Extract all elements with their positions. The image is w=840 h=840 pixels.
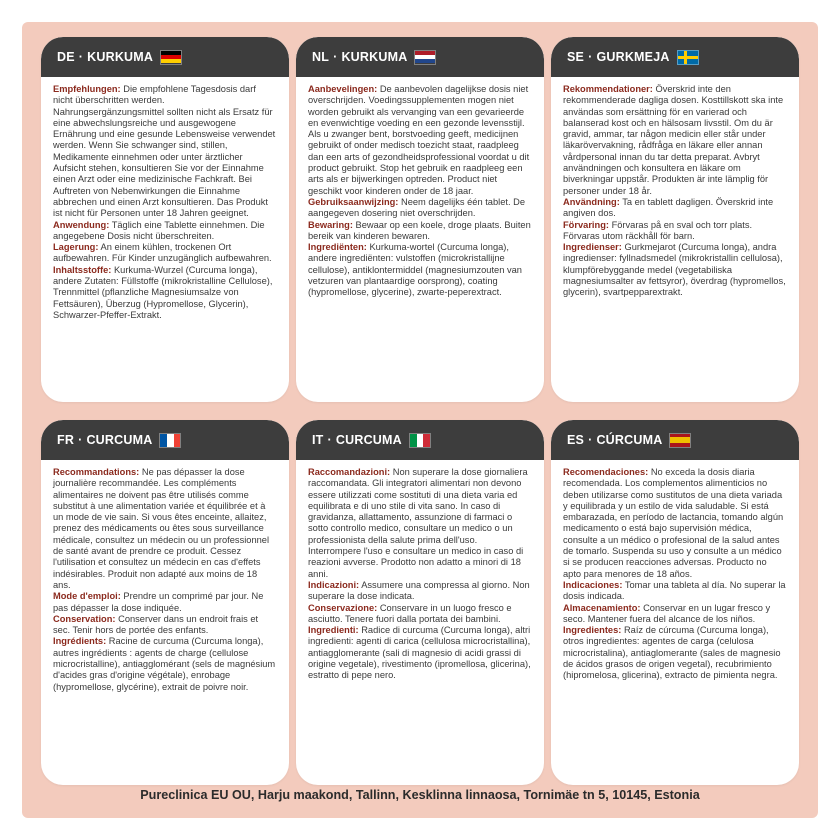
section-label: Ingredientes: — [563, 625, 622, 636]
section-label: Indicazioni: — [308, 579, 360, 590]
language-code: IT — [312, 433, 324, 447]
section-label: Mode d'emploi: — [53, 591, 121, 602]
section-text: An einem kühlen, trockenen Ort aufbewahren. Für Kinder unzugänglich aufbewahren. — [53, 242, 272, 264]
card-header — [41, 37, 289, 77]
card-header — [41, 420, 289, 460]
section-label: Användning: — [563, 196, 620, 207]
section-text: Conservare in un luogo fresco e asciutto. Tenere fuori dalla portata dei bambini. — [308, 602, 512, 624]
language-code: SE — [567, 50, 585, 64]
card-header — [551, 37, 799, 77]
section-text: Non superare la dose giornaliera raccomandata. Gli integratori alimentari non devono essere utilizzati come sostituti di una dieta varia ed equilibrata e di uno stile di vita sano. In caso di gravidanza, allattamento, assunzione di farmaci o sotto controllo medico, consultare un medico o un professionista della salute prima dell'uso. Interrompere l'uso e consultare un medico in caso di reazioni avverse. Prodotto non adatto a minori di 18 anni. — [308, 467, 528, 579]
section-label: Ingrediënten: — [308, 242, 367, 253]
storage-section — [563, 603, 787, 626]
storage-section — [308, 220, 532, 243]
language-code: DE — [57, 50, 75, 64]
product-name: CÚRCUMA — [596, 433, 663, 447]
section-label: Förvaring: — [563, 219, 609, 230]
product-name: KURKUMA — [341, 50, 408, 64]
card-de — [41, 37, 289, 402]
section-label: Conservazione: — [308, 602, 378, 613]
section-label: Anwendung: — [53, 219, 110, 230]
usage-section — [563, 580, 787, 603]
ingredients-section — [53, 265, 277, 321]
usage-section — [53, 220, 277, 243]
section-label: Raccomandazioni: — [308, 467, 391, 477]
storage-section — [563, 220, 787, 243]
section-text: Ta en tablett dagligen. Överskrid inte angiven dos. — [563, 196, 774, 219]
language-code: NL — [312, 50, 330, 64]
nl-flag-icon — [414, 50, 436, 65]
card-fr — [41, 420, 289, 785]
section-text: No exceda la dosis diaria recomendada. Los complementos alimenticios no deben utilizarse como sustitutos de una dieta variada y equilibrada y un estilo de vida saludable. Si está embarazada, en período de lactancia, tomando algún medicamento o está bajo supervisión médica, consulte a un médico o profesional de la salud antes de tomarlo. Suspenda su uso y consulte a un médico si se producen reacciones adversas. Producto no apto para menores de 18 años. — [563, 467, 784, 579]
section-text: Förvaras på en sval och torr plats. Förvaras utom räckhåll för barn. — [563, 219, 753, 241]
section-text: Neem dagelijks één tablet. De aangegeven dosering niet overschrijden. — [308, 196, 526, 219]
section-label: Recommandations: — [53, 467, 140, 477]
section-label: Conservation: — [53, 613, 116, 624]
section-text: Die empfohlene Tagesdosis darf nicht überschritten werden. Nahrungsergänzungsmittel sollten nicht als Ersatz für eine abwechslungsreiche und ausgewogene Ernährung und eine gesunde Lebensweise verwendet werden. Wenn Sie schwanger sind, stillen, Medikamente einnehmen oder unter ärztlicher Aufsicht stehen, konsultieren Sie vor der Einnahme einen Arzt oder eine medizinische Fachkraft. Bei Auftreten von Nebenwirkungen die Einnahme abbrechen und einen Arzt konsultieren. Das Produkt ist nicht für Personen unter 18 Jahren geeignet. — [53, 84, 276, 219]
card-body — [551, 77, 799, 299]
usage-section — [308, 580, 532, 603]
card-header — [551, 420, 799, 460]
card-es — [551, 420, 799, 785]
recommendations-section — [308, 84, 532, 197]
card-body — [41, 460, 289, 693]
storage-section — [53, 242, 277, 265]
ingredients-section — [53, 636, 277, 692]
section-label: Ingredienser: — [563, 242, 622, 253]
product-name: KURKUMA — [87, 50, 154, 64]
section-label: Recomendaciones: — [563, 467, 649, 477]
section-text: Racine de curcuma (Curcuma longa), autres ingrédients : agents de charge (cellulose microcristalline), antiagglomérant (sels de magnésium d'acides gras d'origine végétale), enrobage (hypromellose, glycérine), extrait de poivre noir. — [53, 636, 276, 692]
product-name: CURCUMA — [335, 433, 402, 447]
ingredients-section — [308, 242, 532, 298]
section-label: Bewaring: — [308, 219, 353, 230]
card-header — [296, 420, 544, 460]
storage-section — [308, 603, 532, 626]
separator: · — [78, 50, 84, 64]
card-se — [551, 37, 799, 402]
section-text: Conservar en un lugar fresco y seco. Mantener fuera del alcance de los niños. — [563, 602, 771, 624]
card-nl — [296, 37, 544, 402]
separator: · — [588, 50, 593, 64]
section-text: Conserver dans un endroit frais et sec. Tenir hors de portée des enfants. — [53, 613, 259, 636]
card-body — [41, 77, 289, 321]
section-text: Gurkmejarot (Curcuma longa), andra ingredienser: fyllnadsmedel (mikrokristallin cellulosa), klumpförebyggande medel (vegetabiliska magnesiumsalter av fettsyror), överdrag (hypromellos, glycerin), svartpepparextrakt. — [563, 242, 786, 298]
section-text: Raíz de cúrcuma (Curcuma longa), otros ingredientes: agentes de carga (celulosa microcristalina), antiaglomerante (sales de magnesio de ácidos grasos de origen vegetal), recubrimiento (hipromelosa, glicerina), extracto de pimienta negra. — [563, 625, 781, 681]
language-code: FR — [57, 433, 75, 447]
section-text: Kurkuma-wortel (Curcuma longa), andere ingrediënten: vulstoffen (microkristallijne cellulose), antiklontermiddel (magnesiumzouten van vetzuren van plantaardige oorsprong), coating (hypromellose, glycerine), zwarte-peperextract. — [308, 242, 522, 298]
section-label: Ingrédients: — [53, 636, 107, 647]
section-label: Indicaciones: — [563, 579, 623, 590]
section-label: Aanbevelingen: — [308, 84, 378, 94]
ingredients-section — [563, 242, 787, 298]
recommendations-section — [53, 84, 277, 220]
section-text: Överskrid inte den rekommenderade dagliga dosen. Kosttillskott ska inte användas som ersättning för en varierad och balanserad kost och en hälsosam livsstil. Om du är gravid, ammar, tar någon medicin eller står under läkarövervakning, rådfråga en läkare eller annan vårdpersonal innan du tar detta preparat. Avbryt användningen och konsultera en läkare om biverkningar uppstår. Produkten är inte lämplig för personer under 18 år. — [563, 84, 784, 196]
product-name: CURCUMA — [86, 433, 153, 447]
es-flag-icon — [669, 433, 691, 448]
section-label: Inhaltsstoffe: — [53, 264, 112, 275]
card-it — [296, 420, 544, 785]
section-text: Tomar una tableta al día. No superar la dosis indicada. — [563, 579, 786, 602]
section-text: Assumere una compressa al giorno. Non superare la dose indicata. — [308, 579, 530, 602]
section-label: Rekommendationer: — [563, 84, 653, 94]
it-flag-icon — [409, 433, 431, 448]
ingredients-section — [563, 625, 787, 681]
fr-flag-icon — [159, 433, 181, 448]
language-code: ES — [567, 433, 585, 447]
card-body — [296, 77, 544, 299]
company-address-footer: Pureclinica EU OU, Harju maakond, Tallinn, Kesklinna linnaosa, Tornimäe tn 5, 10145, Estonia — [140, 788, 700, 802]
section-text: Prendre un comprimé par jour. Ne pas dépasser la dose indiquée. — [53, 591, 264, 613]
section-text: Ne pas dépasser la dose journalière recommandée. Les compléments alimentaires ne doivent pas être utilisés comme substitut à une alimentation variée et équilibrée et à un mode de vie sain. Si vous êtes enceinte, allaitez, prenez des médicaments ou êtes sous surveillance médicale, consultez un médecin ou un professionnel de santé avant de prendre ce produit. Cessez l'utilisation et consultez un médecin en cas d'effets indésirables. Produit non adapté aux moins de 18 ans. — [53, 467, 270, 590]
section-label: Almacenamiento: — [563, 602, 641, 613]
usage-section — [563, 197, 787, 220]
usage-section — [53, 591, 277, 614]
section-text: Bewaar op een koele, droge plaats. Buiten bereik van kinderen bewaren. — [308, 219, 531, 241]
section-label: Lagerung: — [53, 242, 99, 253]
separator: · — [588, 433, 593, 447]
label-sheet — [22, 22, 818, 818]
section-text: Kurkuma-Wurzel (Curcuma longa), andere Zutaten: Füllstoffe (mikrokristalline Cellulose), Trennmittel (pflanzliche Magnesiumsalze von Fettsäuren), Überzug (Hypromellose, Glycerin), Schwarzer-Pfeffer-Extrakt. — [53, 264, 273, 320]
recommendations-section — [308, 467, 532, 580]
recommendations-section — [563, 84, 787, 197]
de-flag-icon — [160, 50, 182, 65]
se-flag-icon — [677, 50, 699, 65]
card-body — [296, 460, 544, 682]
card-body — [551, 460, 799, 682]
separator: · — [78, 433, 83, 447]
section-text: Radice di curcuma (Curcuma longa), altri ingredienti: agenti di carica (cellulosa microcristallina), antiagglomerante (sali di magnesio di acidi grassi di origine vegetale), rivestimento (ipromellosa, glicerina), estratto di pepe nero. — [308, 625, 531, 681]
usage-section — [308, 197, 532, 220]
recommendations-section — [53, 467, 277, 591]
section-label: Ingredienti: — [308, 625, 359, 636]
ingredients-section — [308, 625, 532, 681]
section-text: Täglich eine Tablette einnehmen. Die angegebene Dosis nicht überschreiten. — [53, 219, 265, 241]
section-text: De aanbevolen dagelijkse dosis niet overschrijden. Voedingssupplementen mogen niet worden gebruikt als vervanging van een gevarieerde en evenwichtige voeding en een gezonde levensstijl. Als u zwanger bent, borstvoeding geeft, medicijnen gebruikt of onder medisch toezicht staat, raadpleeg dan een arts of gezondheidsprofessional voordat u dit product gebruikt. Stop het gebruik en raadpleeg een arts als er bijwerkingen optreden. Product niet geschikt voor kinderen onder de 18 jaar. — [308, 84, 530, 196]
section-label: Gebruiksaanwijzing: — [308, 196, 399, 207]
recommendations-section — [563, 467, 787, 580]
separator: · — [327, 433, 332, 447]
separator: · — [333, 50, 338, 64]
section-label: Empfehlungen: — [53, 84, 121, 94]
storage-section — [53, 614, 277, 637]
product-name: GURKMEJA — [596, 50, 670, 64]
card-header — [296, 37, 544, 77]
